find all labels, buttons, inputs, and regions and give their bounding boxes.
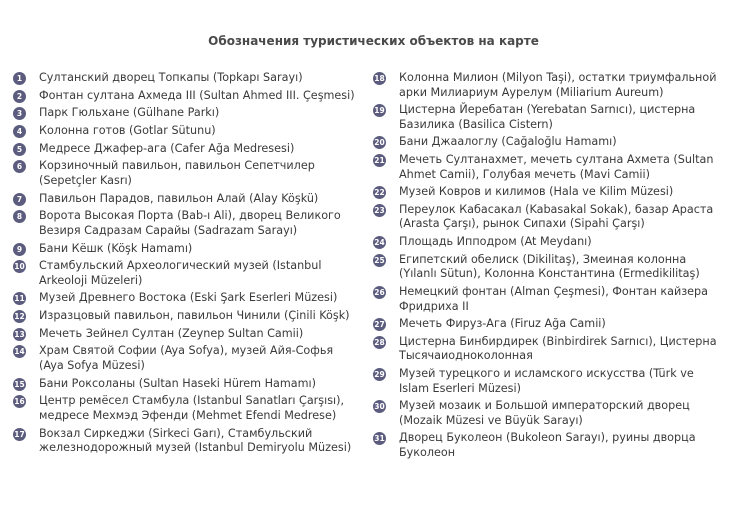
legend-item-label: Ворота Высокая Порта (Bab-ı Ali), дворец Великого Везиря Садразам Сарайы (Sadrazam Sarayı) [39,209,341,237]
legend-item-label: Мечеть Зейнел Султан (Zeynep Sultan Camii) [39,326,304,340]
legend-item [13,89,358,104]
legend-number-badge: 20 [374,138,385,148]
legend-item-label: Бани Кёшк (Köşk Hamamı) [39,241,193,255]
legend-item-label: Стамбульский Археологический музей (Istanbul Arkeoloji Müzeleri) [39,259,322,287]
legend-item [373,335,723,364]
legend-number-badge: 30 [374,402,385,412]
legend-item [373,317,723,332]
legend-item-label: Цистерна Бинбирдирек (Binbirdirek Sarnıcı), Цистерна Тысячаиодноколонная [399,334,717,363]
legend-item [373,203,723,232]
legend-number-badge: 19 [374,106,385,116]
legend-number-badge: 12 [14,312,25,322]
legend-item [13,124,358,139]
legend-item-label: Музей турецкого и исламского искусства (Türk ve Islam Eserleri Müzesi) [399,367,694,395]
legend-item-label: Мечеть Фируз-Ага (Firuz Ağa Camii) [399,317,606,331]
legend-item-label: Колонна Милион (Milyon Taşi), остатки триумфальной арки Милиариум Аурелум (Miliarium Aureum) [399,71,717,99]
legend-number-badge: 24 [374,238,385,248]
legend-item-label: Музей мозаик и Большой императорский дворец (Mozaik Müzesi ve Büyük Sarayı) [399,399,690,427]
legend-item-label: Немецкий фонтан (Alman Çeşmesi), Фонтан кайзера Фридриха II [399,285,709,313]
legend-item-label: Египетский обелиск (Dikilitaş), Змеиная колонна (Yılanlı Sütun), Колонна Константина (Ermedikilitaş) [399,252,700,281]
legend-number-badge: 21 [374,156,385,166]
legend-item [13,259,358,288]
legend-item-label: Павильон Парадов, павильон Алай (Alay Köşkü) [39,191,319,205]
legend-item-label: Султанский дворец Топкапы (Topkapı Sarayı) [39,71,303,84]
legend-item [13,427,358,456]
legend-item [373,135,723,150]
legend-item [13,159,358,188]
legend-item [13,394,358,423]
legend-item [373,103,723,132]
legend-number-badge: 28 [374,337,385,347]
legend-item-label: Фонтан султана Ахмеда III (Sultan Ahmed III. Çeşmesi) [39,88,355,102]
legend-number-badge: 11 [14,294,25,304]
legend-item-label: Мечеть Султанахмет, мечеть султана Ахмета (Sultan Ahmet Camii), Голубая мечеть (Mavi Camii) [399,153,714,181]
legend-number-badge: 23 [374,205,385,215]
legend-item [13,242,358,257]
legend-item-label: Храм Святой Софии (Aya Sofya), музей Айя-Софья (Aya Sofya Müzesi) [39,344,334,372]
legend-number-badge: 18 [374,74,385,83]
legend-number-badge: 10 [14,262,25,272]
legend-item-label: Медресе Джафер-ага (Cafer Ağa Medresesi) [39,141,295,155]
legend-item-label: Бани Роксоланы (Sultan Haseki Hürem Hamamı) [39,376,316,390]
legend-number-badge: 29 [374,370,385,380]
legend-item [13,291,358,306]
legend-column-right [373,71,723,464]
legend-item [13,209,358,238]
legend-item [373,71,723,100]
legend-item [13,142,358,157]
legend-column-left [13,71,358,459]
legend-number-badge: 31 [374,434,385,444]
legend-number-badge: 27 [374,320,385,330]
legend-number-badge: 15 [14,379,25,389]
legend-number-badge: 2 [13,90,26,103]
legend-item-label: Вокзал Сиркеджи (Sirkeci Garı), Стамбульский железнодорожный музей (Istanbul Demiryolu Müzesi) [39,426,352,454]
legend-number-badge: 3 [13,107,26,120]
legend-item-label: Бани Джаалоглу (Cağaloğlu Hamamı) [399,135,617,149]
legend-item [373,253,723,282]
legend-item-label: Музей Ковров и килимов (Hala ve Kilim Müzesi) [399,185,674,199]
legend-number-badge: 26 [374,288,385,297]
legend-number-badge: 22 [374,188,385,198]
legend-number-badge: 17 [14,429,25,439]
legend-item [13,327,358,342]
legend-item [373,399,723,428]
legend-title: Обозначения туристических объектов на карте [208,34,539,48]
legend-item [373,153,723,182]
legend-number-badge: 13 [14,329,25,339]
legend-number-badge: 1 [13,72,26,85]
legend-number-badge: 4 [13,125,26,138]
legend-item [13,192,358,207]
legend-item-label: Цистерна Йеребатан (Yerebatan Sarnıcı), цистерна Базилика (Basilica Cistern) [399,103,696,131]
legend-number-badge: 14 [14,347,25,357]
legend-item-label: Площадь Ипподром (At Meydanı) [399,235,592,249]
legend-item-label: Колонна готов (Gotlar Sütunu) [39,124,216,138]
legend-item [13,377,358,392]
legend-item [13,309,358,324]
legend-item [373,431,723,460]
legend-item [373,235,723,250]
legend-number-badge: 8 [13,210,26,223]
legend-number-badge: 7 [13,193,26,206]
legend-number-badge: 16 [14,397,25,407]
legend-number-badge: 6 [13,160,26,173]
legend-item-label: Переулок Кабасакал (Kabasakal Sokak), базар Араста (Arasta Çarşı), рынок Сипахи (Sipahi Çarşı) [399,202,714,231]
legend-item-label: Парк Гюльхане (Gülhane Parkı) [39,106,220,120]
legend-item-label: Музей Древнего Востока (Eski Şark Eserleri Müzesi) [39,291,338,305]
legend-item [13,344,358,373]
legend-item-label: Центр ремёсел Стамбула (Istanbul Sanatları Çarşısı), медресе Мехмэд Эфенди (Mehmet Efendi Medrese) [39,394,345,422]
legend-item [373,285,723,314]
legend-number-badge: 25 [374,255,385,265]
legend-number-badge: 5 [13,143,26,156]
legend-number-badge: 9 [13,243,26,256]
legend-item [13,71,358,86]
legend-item-label: Корзиночный павильон, павильон Сепетчилер (Sepetçler Kasrı) [39,159,315,187]
legend-item [373,185,723,200]
legend-item-label: Изразцовый павильон, павильон Чинили (Çinili Köşk) [39,309,350,323]
legend-item-label: Дворец Буколеон (Bukoleon Sarayı), руины дворца Буколеон [399,431,696,459]
legend-item [13,106,358,121]
legend-item [373,367,723,396]
